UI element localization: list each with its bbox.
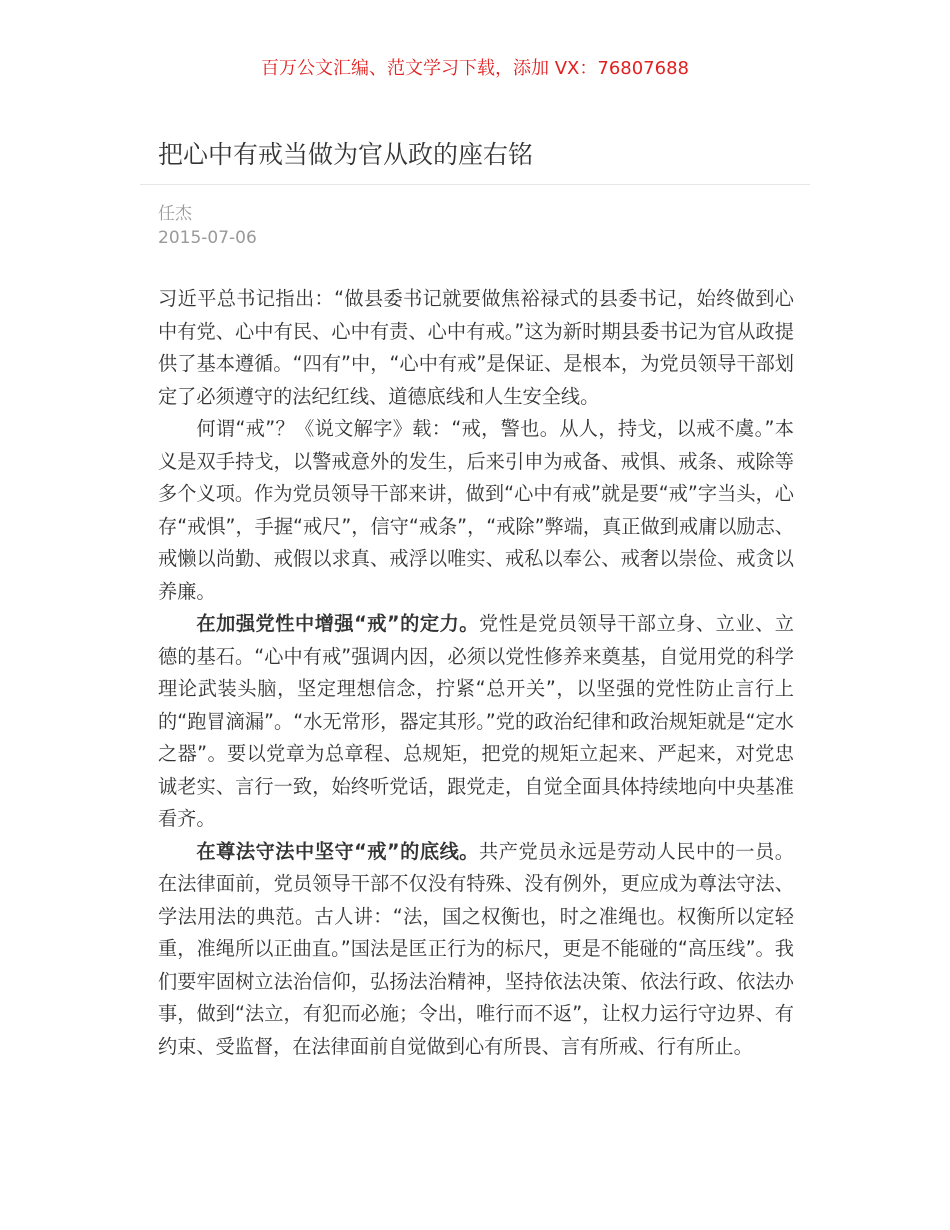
paragraph-party-spirit <box>158 608 794 836</box>
paragraph-heading: 在尊法守法中坚守“戒”的底线。 <box>196 839 480 863</box>
title-divider <box>140 184 810 185</box>
paragraph-text: 共产党员永远是劳动人民中的一员。在法律面前，党员领导干部不仅没有特殊、没有例外，更应成为尊法守法、学法用法的典范。古人讲：“法，国之权衡也，时之准绳也。权衡所以定轻重，准绳所以正曲直。”国法是匡正行为的标尺，更是不能碰的“高压线”。我们要牢固树立法治信仰，弘扬法治精神，坚持依法决策、依法行政、依法办事，做到“法立，有犯而必施；令出，唯行而不返”，让权力运行守边界、有约束、受监督，在法律面前自觉做到心有所畏、言有所戒、行有所止。 <box>158 839 794 1058</box>
paragraph-heading: 在加强党性中增强“戒”的定力。 <box>196 612 480 635</box>
paragraph-rule-of-law <box>158 836 794 1064</box>
paragraph-text: 党性是党员领导干部立身、立业、立德的基石。“心中有戒”强调内因，必须以党性修养来奠基，自觉用党的科学理论武装头脑，坚定理想信念，拧紧“总开关”，以坚强的党性防止言行上的“跑冒滴漏”。“水无常形，器定其形。”党的政治纪律和政治规矩就是“定水之器”。要以党章为总章程、总规矩，把党的规矩立起来、严起来，对党忠诚老实、言行一致，始终听党话，跟党走，自觉全面具体持续地向中央基准看齐。 <box>158 612 794 830</box>
paragraph-text: 习近平总书记指出：“做县委书记就要做焦裕禄式的县委书记，始终做到心中有党、心中有民、心中有责、心中有戒。”这为新时期县委书记为官从政提供了基本遵循。“四有”中，“心中有戒”是保证、是根本，为党员领导干部划定了必须遵守的法纪红线、道德底线和人生安全线。 <box>158 287 794 408</box>
paragraph-text: 何谓“戒”？《说文解字》载：“戒，警也。从人，持戈，以戒不虞。”本义是双手持戈，以警戒意外的发生，后来引申为戒备、戒惧、戒条、戒除等多个义项。作为党员领导干部来讲，做到“心中有戒”就是要“戒”字当头，心存“戒惧”，手握“戒尺”，信守“戒条”，“戒除”弊端，真正做到戒庸以励志、戒懒以尚勤、戒假以求真、戒浮以唯实、戒私以奉公、戒奢以崇俭、戒贪以养廉。 <box>158 417 794 603</box>
article-author: 任杰 <box>158 204 192 224</box>
article-date: 2015-07-06 <box>158 228 257 248</box>
article-title: 把心中有戒当做为官从政的座右铭 <box>158 140 534 169</box>
paragraph-definition <box>158 413 794 608</box>
promo-banner: 百万公文汇编、范文学习下载，添加 VX：76807688 <box>261 58 689 79</box>
paragraph-intro <box>158 283 794 413</box>
article-body <box>158 283 794 1063</box>
